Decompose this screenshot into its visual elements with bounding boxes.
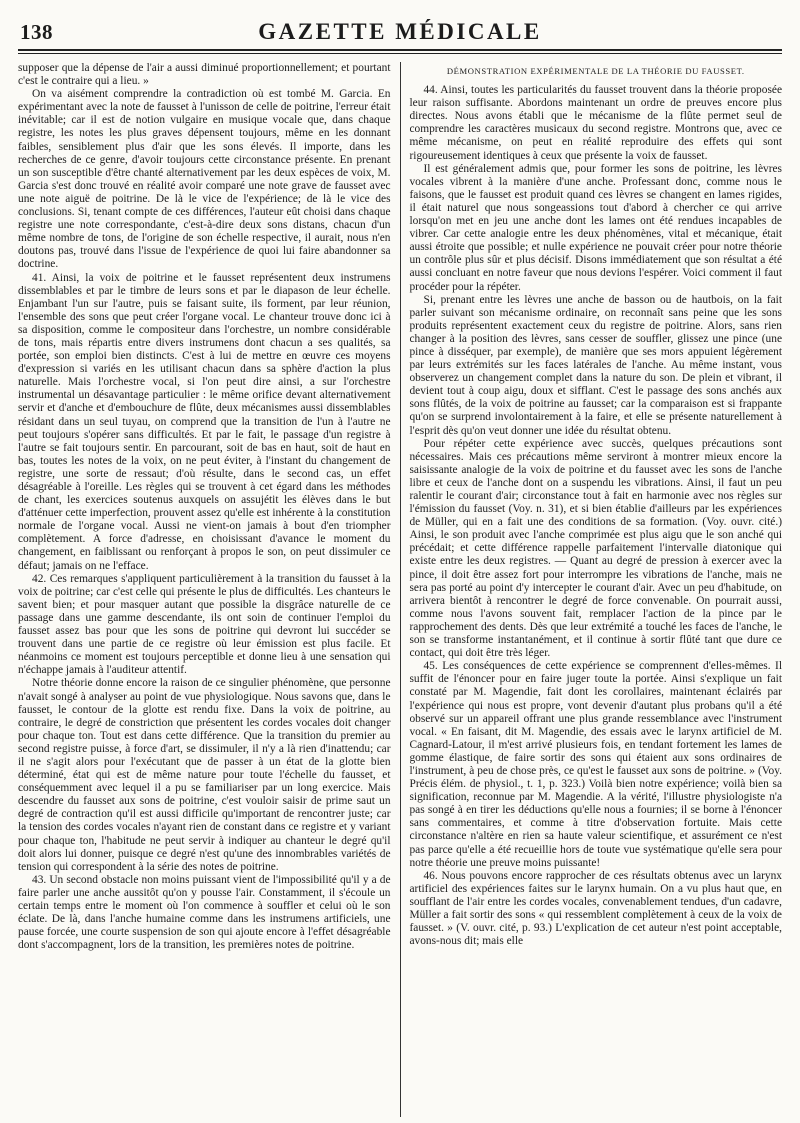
paragraph: Si, prenant entre les lèvres une anche de basson ou de hautbois, on la fait parler suivant son mécanisme ordinaire, on reconnaît sans peine que les sons produits représentent exactement ceux du registre de poitrine. Alors, sans rien changer à la position des lèvres, sans cesser de souffler, glissez une pince (une pince à disséquer, par exemple), de manière que ses mors appuient légèrement par leurs extrémités sur les faces latérales de l'anche. Au même instant, vous observerez un changement complet dans la nature du son. De plein et vibrant, il devient tout à coup aigu, doux et sifflant. C'est le passage des sons anchés aux sons flûtés, de la voix de poitrine au fausset; car la comparaison est si frappante qu'on se surprend involontairement à la faire, et elle se présente naturellement à l'esprit dès qu'on veut donner une idée du résultat obtenu. — [409, 293, 782, 437]
paragraph: 45. Les conséquences de cette expérience se comprennent d'elles-mêmes. Il suffit de l'énoncer pour en faire juger toute la portée. Ainsi s'explique un fait constaté par M. Magendie, fait dont les corollaires, maintenant éclairés par l'expérience qui nous est propre, vont devenir d'autant plus probans qu'il a été observé sur un appareil offrant une plus grande ressemblance avec l'instrument vocal. « En faisant, dit M. Magendie, des essais avec le larynx artificiel de M. Cagnard-Latour, il m'est arrivé plusieurs fois, en tendant fortement les lames de gomme élastique, de faire sortir des sons qui étaient aux sons ordinaires de l'instrument, à peu de chose près, ce qu'est le fausset aux sons de poitrine. » (Voy. Précis élém. de physiol., t. 1, p. 323.) Voilà bien notre expérience; voilà bien sa signification, reconnue par M. Magendie. A la vérité, l'illustre physiologiste n'a pas songé à en tirer les déductions qu'elle nous a fournies; il se borne à l'énoncer sans commentaires, et comme à titre d'observation fortuite. Mais cette circonstance n'altère en rien sa haute valeur scientifique, et assurément ce n'est pas parce qu'elle a été recueillie hors de toute vue systématique qu'elle sera pour notre théorie une preuve moins puissante! — [409, 660, 782, 869]
paragraph: Pour répéter cette expérience avec succès, quelques précautions sont nécessaires. Mais ces précautions même serviront à montrer mieux encore la saisissante analogie de la voix de poitrine et du fausset avec les sons de l'anche libre et ceux de l'anche dont on a suspendu les vibrations. Ainsi, il faut un peu ralentir le courant d'air; circonstance tout à fait en harmonie avec nos règles sur l'émission du fausset (Voy. n. 31), et si bien établie d'ailleurs par les expériences de Müller, qui en a fait une des conditions de sa formation. (Voy. ouvr. cité.) Ainsi, le son produit avec l'anche comprimée est plus aigu que le son anché qui précédait; et cette différence rappelle parfaitement l'intervalle diatonique qui existe entre les deux registres. — Quant au degré de pression à exercer avec la pince, il doit être assez fort pour interrompre les vibrations de l'anche, mais ne sera pas porté au point d'y intercepter le courant d'air. Avec un peu d'habitude, on arrivera bientôt à rencontrer le degré de force convenable. On pourrait aussi, comme nous l'avons souvent fait, remplacer l'action de la pince par le rapprochement des dents. Dès que leur extrémité a touché les faces de l'anche, le son se transforme instantanément, et il continue à sortir flûté tant que dure ce contact, qui doit être très léger. — [409, 437, 782, 660]
paragraph: 44. Ainsi, toutes les particularités du fausset trouvent dans la théorie proposée leur raison suffisante. Abordons maintenant un ordre de preuves encore plus directes. Nous avons établi que le mécanisme de la flûte permet seul de comprendre les caractères musicaux du second registre. Montrons que, avec ce même mécanisme, on peut en réalité reproduire des effets qui sont rigoureusement identiques à ceux que présente la voix de fausset. — [409, 84, 782, 162]
paragraph: On va aisément comprendre la contradiction où est tombé M. Garcia. En expérimentant avec la note de fausset à l'unisson de celle de poitrine, l'erreur était inévitable; car il est de notion vulgaire en musique vocale que, dans chaque registre, les notes les plus graves dépensent toujours, même en les donnant faibles, sensiblement plus d'air que les sons élevés. Il importe, dans les recherches de ce genre, d'avoir toujours cette circonstance présente. En prenant un son susceptible d'être chanté alternativement par les deux espèces de voix, M. Garcia s'est donc trouvé en réalité avoir comparé une note grave de fausset avec une note aiguë de poitrine. De là le vice de l'expérience; de là le vice des conclusions. Si, tenant compte de ces différences, l'auteur eût choisi dans chaque registre une note correspondante, c'est-à-dire deux sons distans, chacun d'un même nombre de tons, de l'origine de son échelle respective, il aurait, nous n'en doutons pas, trouvé dans l'issue de l'expérience de quoi lui faire abandonner sa doctrine. — [18, 88, 391, 271]
left-column — [18, 62, 391, 1117]
section-title: DÉMONSTRATION EXPÉRIMENTALE DE LA THÉORIE DU FAUSSET. — [446, 66, 745, 76]
column-divider — [400, 62, 401, 1117]
page-header — [18, 14, 782, 54]
paragraph: 43. Un second obstacle non moins puissant vient de l'impossibilité qu'il y a de faire parler une anche aussitôt qu'on y pousse l'air. Constamment, il s'écoule un certain temps entre le moment où l'on commence à souffler et celui où le son éclate. De là, dans l'anche humaine comme dans les instrumens artificiels, une pause forcée, une courte suspension de son qui ajoute encore à l'effet désagréable dont s'accompagnent, lors de la transition, les premières notes de poitrine. — [18, 873, 391, 952]
paragraph: 46. Nous pouvons encore rapprocher de ces résultats obtenus avec un larynx artificiel des expériences faites sur le larynx humain. On a vu plus haut que, en soufflant de l'air entre les cordes vocales, convenablement tendues, d'un cadavre, Müller a fait sortir des sons « qui ressemblent complètement à ceux de la voix de fausset. » (V. ouvr. cité, p. 93.) L'explication de cet auteur n'est point acceptable, avons-nous dit; mais elle — [409, 869, 782, 948]
page-number: 138 — [20, 20, 53, 44]
right-column — [409, 62, 782, 1117]
paragraph: supposer que la dépense de l'air a aussi diminué proportionnellement; et pourtant c'est le contraire qui a lieu. » — [18, 62, 391, 88]
paragraph: 42. Ces remarques s'appliquent particulièrement à la transition du fausset à la voix de poitrine; car c'est celle qui présente le plus de difficultés. Les chanteurs le savent bien; et pour masquer autant que possible la disgrâce naturelle de ce passage dans une gamme descendante, ils ont soin de continuer l'emploi du fausset assez bas pour que les sons de poitrine qui devront lui succéder se trouvent dans une partie de ce registre où leur émission est plus facile. Et néanmoins ce moment est toujours perceptible et donne lieu à une sensation qui n'échappe jamais à l'auditeur attentif. — [18, 572, 391, 677]
paragraph: Notre théorie donne encore la raison de ce singulier phénomène, que personne n'avait songé à analyser au point de vue physiologique. Nous savons que, dans le fausset, le contour de la glotte est rendu fixe. Dans la voix de poitrine, au contraire, le degré de constriction que présentent les cordes vocales doit changer pour chaque ton. Tout est dans cette différence. Que la transition du premier au second registre puisse, à force d'art, se dissimuler, il n'y a là rien d'inattendu; car il ne s'agit alors pour l'exécutant que de passer à un état de la glotte bien déterminé, état qui est de même nature pour toute l'échelle du fausset, et conséquemment avec lequel il a pu se familiariser par un long exercice. Mais descendre du fausset aux sons de poitrine, c'est vouloir saisir de prime saut un degré de contraction qu'il est aussi difficile qu'important de rencontrer juste; car la tension des cordes vocales n'ayant rien de constant dans ce registre et y variant pour chaque ton, l'habitude ne peut servir à indiquer au chanteur le degré qu'il doit alors lui donner, puisque ce degré n'est qu'une des innombrables variétés de tension qui correspondent à la série des notes de poitrine. — [18, 677, 391, 873]
paragraph: 41. Ainsi, la voix de poitrine et le fausset représentent deux instrumens dissemblables et par le timbre de leurs sons et par le diapason de leur échelle. Enjambant l'un sur l'autre, puis se faisant suite, ils forment, par leur réunion, l'ensemble des sons que peut créer l'organe vocal. Le chanteur trouve donc ici à sa disposition, comme le compositeur dans l'orchestre, un nombre considérable de tons, mais répartis entre divers instrumens dont chacun a ses qualités, sa portée, son emploi bien distincts. C'est à lui de mettre en œuvre ces moyens d'expression si variés en les utilisant chacun dans sa sphère d'action la plus naturelle. Mais l'orchestre vocal, si l'on peut dire ainsi, a sur l'orchestre instrumental un désavantage particulier : le même orifice devant alternativement servir et d'anche et d'embouchure de flûte, deux mécanismes aussi dissemblables résidant dans un seul tuyau, on comprend que la transition de l'un à l'autre ne peut toujours s'opérer sans difficultés. Et par le fait, le passage d'un registre à l'autre se fait toujours sentir. En parcourant, soit de bas en haut, soit de haut en bas, toutes les notes de la voix, on ne peut éviter, à l'instant du changement de registre, une sorte de ressaut; d'où résulte, dans le second cas, un effet désagréable à l'oreille. Les règles qui se trouvent à cet égard dans les méthodes de chant, les exercices soutenus auxquels on assujétit les élèves dans le but d'atténuer cette imperfection, prouvent assez qu'elle est inhérente à la constitution normale de l'organe vocal. Aussi ne vient-on jamais à bout d'en triompher complètement. A force d'adresse, en choisissant d'avance le moment du changement, en faiblissant ou renforçant à propos le son, on peut dissimuler ce défaut; jamais on ne l'efface. — [18, 271, 391, 572]
paragraph: Il est généralement admis que, pour former les sons de poitrine, les lèvres vocales vibrent à la manière d'une anche. Professant donc, comme nous le faisons, que le fausset est produit quand ces lèvres se changent en lames rigides, il était naturel que nous songeassions tout d'abord à chercher ce qui arrive lorsqu'on met en jeu une anche dont les lames ont été rendues incapables de vibrer. Car cette analogie entre les deux phénomènes, vital et mécanique, était aussi étroite que possible; et nulle expérience ne pouvait créer pour notre théorie un contrôle plus sûr et plus décisif. Disons immédiatement que son résultat a été aussi concluant en notre faveur que nous devions l'espérer. Voici comment il faut procéder pour la répéter. — [409, 162, 782, 293]
journal-title: GAZETTE MÉDICALE — [258, 19, 542, 44]
header-rule — [18, 49, 782, 54]
text-columns — [18, 62, 782, 1117]
